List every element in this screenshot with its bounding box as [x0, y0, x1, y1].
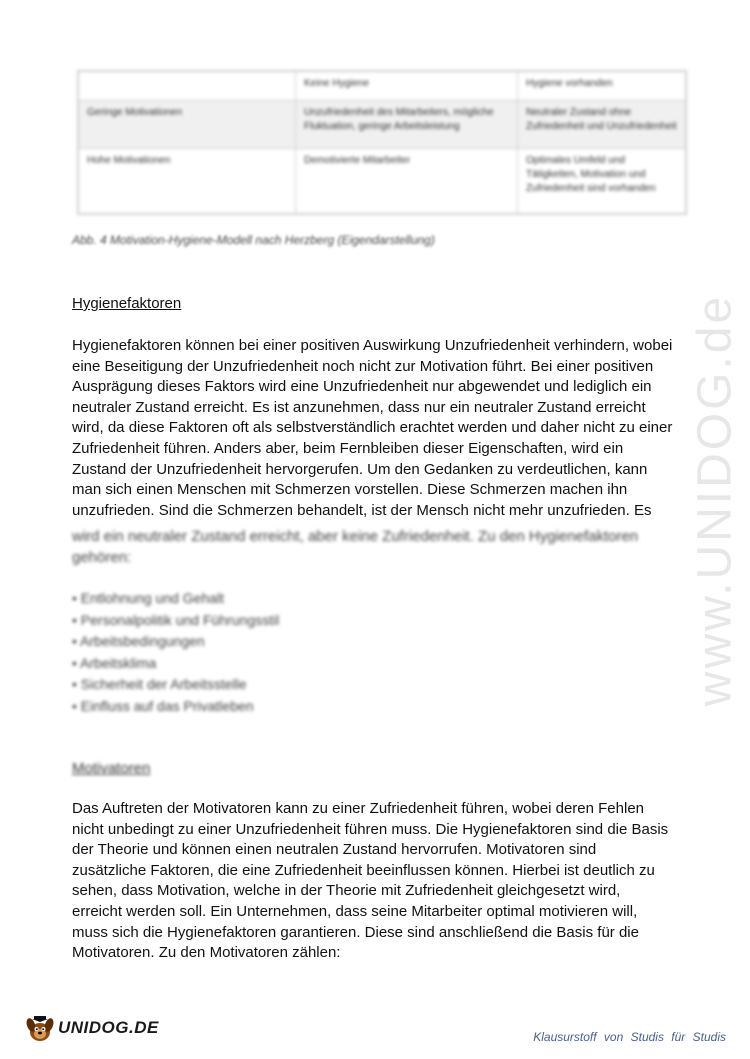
unidog-logo[interactable]	[24, 1012, 159, 1044]
table-cell: Optimales Umfeld und Tätigkeiten, Motivation und Zufriedenheit sind vorhanden	[518, 148, 686, 213]
dog-icon	[24, 1012, 56, 1044]
motivation-hygiene-table	[77, 70, 687, 215]
list-item: • Einfluss auf das Privatleben	[72, 696, 279, 718]
hygiene-factor-list	[72, 588, 279, 718]
paragraph-line: gehören:	[72, 548, 132, 566]
paragraph-line: eine Beseitigung der Unzufriedenheit noch nicht zur Motivation führt. Bei einer positiven	[72, 357, 654, 375]
paragraph-line: neutraler Zustand erreicht. Es ist anzunehmen, dass nur ein neutraler Zustand erreicht	[72, 398, 646, 416]
paragraph-line: Zufriedenheit führen. Anders aber, beim Fernbleiben dieser Eigenschaften, wird ein	[72, 439, 624, 457]
list-item: • Personalpolitik und Führungsstil	[72, 610, 279, 632]
paragraph-line: Das Auftreten der Motivatoren kann zu einer Zufriedenheit führen, wobei deren Fehlen	[72, 800, 645, 817]
paragraph-line: Zustand der Unzufriedenheit hervorgerufen. Um den Gedanken zu verdeutlichen, kann	[72, 460, 648, 478]
section-heading-hygienefaktoren: Hygienefaktoren	[72, 295, 182, 312]
paragraph-line: man sich einen Menschen mit Schmerzen vorstellen. Diese Schmerzen machen ihn	[72, 481, 628, 499]
watermark: www.UNIDOG.de	[688, 293, 742, 707]
list-item: • Entlohnung und Gehalt	[72, 588, 279, 610]
paragraph-hygienefaktoren	[72, 336, 692, 521]
table-header-cell: Keine Hygiene	[296, 72, 518, 101]
table-cell: Demotivierte Mitarbeiter	[296, 148, 518, 213]
paragraph-line: unzufrieden. Sind die Schmerzen behandelt, ist der Mensch nicht mehr unzufrieden. Es	[72, 501, 652, 519]
paragraph-line: Hygienefaktoren können bei einer positiven Auswirkung Unzufriedenheit verhindern, wobei	[72, 337, 673, 354]
section-heading-motivatoren: Motivatoren	[72, 760, 151, 777]
paragraph-line: muss sich die Hygienefaktoren garantieren. Diese sind anschließend die Basis für die	[72, 923, 639, 941]
paragraph-line: Ausprägung dieses Faktors wird eine Unzufriedenheit nur abgewendet und lediglich ein	[72, 378, 652, 396]
paragraph-motivatoren	[72, 799, 692, 964]
table-row	[79, 148, 686, 213]
table-header-cell: Hygiene vorhanden	[518, 72, 686, 101]
table-cell: Geringe Motivationen	[79, 101, 296, 149]
paragraph-line: nicht unbedingt zu einer Unzufriedenheit führen muss. Die Hygienefaktoren sind die Basis	[72, 820, 669, 838]
paragraph-line: Motivatoren. Zu den Motivatoren zählen:	[72, 944, 341, 962]
logo-text: UNIDOG.DE	[58, 1018, 159, 1037]
paragraph-line: wird, da diese Faktoren oft als selbstverständlich erachtet werden und daher nicht zu einer	[72, 419, 673, 437]
paragraph-line: wird ein neutraler Zustand erreicht, aber keine Zufriedenheit. Zu den Hygienefaktoren	[72, 528, 639, 545]
table-header-row	[79, 72, 686, 101]
list-item: • Arbeitsklima	[72, 653, 279, 675]
list-item: • Arbeitsbedingungen	[72, 631, 279, 653]
table-cell: Neutraler Zustand ohne Zufriedenheit und Unzufriedenheit	[518, 101, 686, 149]
table-cell: Hohe Motivationen	[79, 148, 296, 213]
table-cell: Unzufriedenheit des Mitarbeiters, mögliche Fluktuation, geringe Arbeitsleistung	[296, 101, 518, 149]
list-item: • Sicherheit der Arbeitsstelle	[72, 674, 279, 696]
paragraph-line: der Theorie und können einen neutralen Zustand hervorrufen. Motivatoren sind	[72, 841, 597, 859]
figure-caption: Abb. 4 Motivation-Hygiene-Modell nach Herzberg (Eigendarstellung)	[72, 233, 435, 247]
footer-tagline: Klausurstoff von Studis für Studis	[533, 1030, 726, 1044]
paragraph-line: erreicht werden soll. Ein Unternehmen, dass seine Mitarbeiter optimal motivieren will,	[72, 902, 638, 920]
paragraph-line: zusätzliche Faktoren, die eine Zufriedenheit beeinflussen können. Hierbei ist deutlich zu	[72, 861, 655, 879]
blurred-paragraph	[72, 527, 692, 568]
paragraph-line: sehen, dass Motivation, welche in der Theorie mit Zufriedenheit gleichgesetzt wird,	[72, 882, 621, 900]
table-row	[79, 101, 686, 149]
table-header-cell	[79, 72, 296, 101]
